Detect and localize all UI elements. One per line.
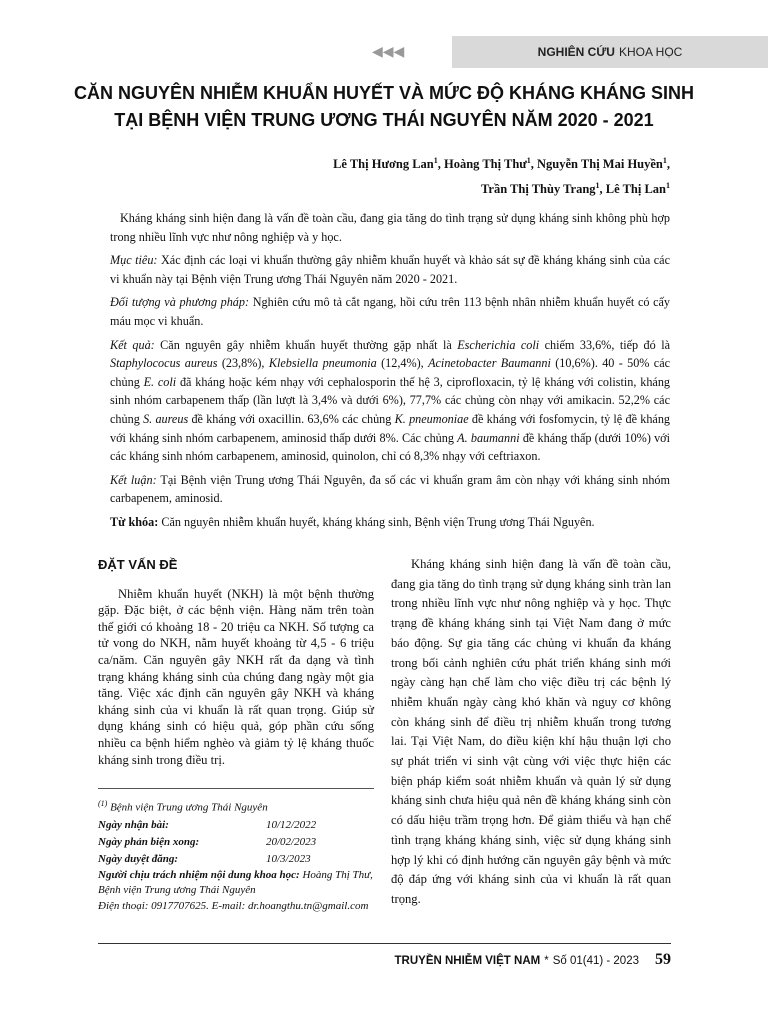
author: Nguyễn Thị Mai Huyền	[537, 157, 663, 172]
responsible-text: Hoàng Thị Thư, Bệnh viện Trung ương Thái Nguyên	[98, 868, 373, 896]
results-paragraph: Kết quả: Căn nguyên gây nhiễm khuẩn huyết thường gặp nhất là Escherichia coli chiếm 33,6%, tiếp đó là Staphylococus aureus (23,8%), Klebsiella pneumonia (12,4%), Acinetobacter Baumanni (10,6%). 40 - 50% các chủng E. coli đã kháng hoặc kém nhạy với cephalosporin thế hệ 3, ciprofloxacin, tỷ lệ kháng với colistin, kháng sinh nhóm carbapenem thấp (lần lượt là 3,4% và dưới 6%), 77,7% các chủng còn nhạy với amikacin. 52,2% các chủng S. aureus đề kháng với oxacillin. 63,6% các chủng K. pneumoniae đề kháng với fosfomycin, tỷ lệ đề kháng với kháng sinh nhóm carbapenem, aminosid thấp dưới 8%. Các chủng A. baumanni đề kháng thấp (dưới 10%) với các kháng sinh nhóm carbapenem, aminosid, quinolon, chỉ có 8,3% nhạy với ceftriaxon.	[110, 337, 671, 464]
author: Lê Thị Hương Lan	[333, 157, 434, 172]
author: Hoàng Thị Thư	[444, 157, 527, 172]
affiliation: Bệnh viện Trung ương Thái Nguyên	[110, 801, 268, 814]
conclusion-text: Tại Bệnh viện Trung ương Thái Nguyên, đa số các vi khuẩn gram âm còn nhạy với kháng sinh nhóm carbapenem, aminosid.	[110, 472, 671, 506]
accepted-date: 10/3/2023	[266, 852, 311, 865]
article-title	[60, 80, 708, 134]
methods-text: Nghiên cứu mô tả cắt ngang, hồi cứu trên 113 bệnh nhân nhiễm khuẩn huyết có cấy máu mọc vi khuẩn.	[110, 295, 670, 328]
keywords-label: Từ khóa:	[110, 514, 159, 529]
section-title: ĐẶT VẤN ĐỀ	[98, 557, 178, 572]
received-label: Ngày nhận bài:	[98, 818, 169, 831]
responsible-label: Người chịu trách nhiệm nội dung khoa học:	[98, 868, 300, 881]
title-line-2: TẠI BỆNH VIỆN TRUNG ƯƠNG THÁI NGUYÊN NĂM 2020 - 2021	[114, 110, 654, 130]
article-notes: $^{(1)}$ Bệnh viện Trung ương Thái Nguyên Ngày nhận bài: 10/12/2022 Ngày phản biện xong: 20/02/2023 Ngày duyệt đăng: 10/3/2023 Người chịu trách nhiệm nội dung khoa học: Hoàng Thị Thư, Bệnh viện Trung ương Thái Nguyên Điện thoại: 0917707625. E-mail: dr.hoangthu.tn@gmail.com	[98, 788, 374, 915]
received-date: 10/12/2022	[266, 818, 317, 831]
left-column	[98, 557, 374, 768]
section-header-bold: NGHIÊN CỨU	[537, 45, 615, 59]
left-paragraph: Nhiễm khuẩn huyết (NKH) là một bệnh thường gặp. Đặc biệt, ở các bệnh viện. Hàng năm trên toàn thế giới có khoảng 18 - 20 triệu ca NKH. Số tượng ca tử vong do NKH, nằm huyết khoảng từ 4,5 - 6 triệu ca/năm. Căn nguyên gây NKH rất đa dạng và tình trạng kháng kháng sinh của chúng đang ngày một gia tăng. Việc xác định căn nguyên gây NKH và kháng kháng sinh của vi khuẩn là rất quan trọng. Giúp sử dụng kháng sinh có hiệu quả, góp phần cứu sống nhiều ca bệnh hiểm nghèo và giảm tỷ lệ kháng thuốc kháng sinh trong điều trị.	[98, 586, 374, 767]
reviewed-date: 20/02/2023	[266, 835, 317, 848]
page-footer	[395, 951, 671, 969]
right-column	[391, 555, 671, 910]
section-header-rest: KHOA HỌC	[618, 45, 683, 59]
keywords-text: Căn nguyên nhiễm khuẩn huyết, kháng kháng sinh, Bệnh viện Trung ương Thái Nguyên.	[161, 514, 595, 529]
contact-info: Điện thoại: 0917707625. E-mail: dr.hoangthu.tn@gmail.com	[98, 899, 369, 912]
header-arrows-icon: ◀◀◀	[372, 44, 405, 60]
page-number: 59	[655, 951, 671, 968]
footer-divider	[98, 943, 671, 944]
right-paragraph: Kháng kháng sinh hiện đang là vấn đề toàn cầu, đang gia tăng do tình trạng sử dụng kháng sinh tràn lan trong nhiều lĩnh vực như nông nghiệp và y học. Thực trạng đề kháng kháng sinh tại Việt Nam đang ở mức báo động. Sự gia tăng các chủng vi khuẩn đa kháng trong bối cảnh nghiên cứu phát triển kháng sinh mới ngày càng hạn chế làm cho việc điều trị các bệnh lý nhiễm khuẩn ngày càng khó khăn và nguy cơ không còn kháng sinh để điều trị nhiễm khuẩn trong tương lai. Tại Việt Nam, do điều kiện khí hậu thuận lợi cho sự phát triển vi sinh vật cùng với việc thực hiện các biện pháp kiểm soát nhiễm khuẩn và quản lý sử dụng kháng sinh chưa hiệu quả nên đề kháng kháng sinh còn có dấu hiệu trầm trọng hơn. Để giảm thiểu và hạn chế tình trạng kháng kháng sinh, việc sử dụng kháng sinh hợp lý khi có định hướng căn nguyên gây bệnh và mức độ đáp ứng với kháng sinh của vi khuẩn là rất quan trọng.	[391, 557, 671, 906]
section-header	[452, 36, 768, 68]
abstract-intro: Kháng kháng sinh hiện đang là vấn đề toàn cầu, đang gia tăng do tình trạng sử dụng kháng sinh không phù hợp trong nhiều lĩnh vực như nông nghiệp và y học.	[110, 211, 670, 244]
objective-label: Mục tiêu:	[110, 253, 158, 268]
author: Lê Thị Lan	[605, 182, 666, 197]
accepted-label: Ngày duyệt đăng:	[98, 852, 179, 865]
title-line-1: CĂN NGUYÊN NHIỄM KHUẨN HUYẾT VÀ MỨC ĐỘ KHÁNG KHÁNG SINH	[74, 83, 694, 103]
footer-star: *	[544, 955, 549, 967]
reviewed-label: Ngày phản biện xong:	[98, 835, 200, 848]
objective-text: Xác định các loại vi khuẩn thường gây nhiễm khuẩn huyết và khảo sát sự đề kháng kháng sinh của các vi khuẩn này tại Bệnh viện Trung ương Thái Nguyên năm 2020 - 2021.	[110, 253, 671, 286]
methods-label: Đối tượng và phương pháp:	[110, 295, 250, 310]
conclusion-label: Kết luận:	[110, 472, 157, 487]
issue-number: Số 01(41) - 2023	[552, 955, 639, 967]
journal-name: TRUYỀN NHIỄM VIỆT NAM	[394, 955, 541, 967]
author: Trần Thị Thùy Trang	[481, 182, 596, 197]
author-list: Lê Thị Hương Lan$^1$, Hoàng Thị Thư$^1$, Nguyễn Thị Mai Huyền$^1$, Trần Thị Thùy Trang$^1$, Lê Thị Lan$^1$	[333, 156, 670, 197]
abstract	[110, 209, 670, 537]
